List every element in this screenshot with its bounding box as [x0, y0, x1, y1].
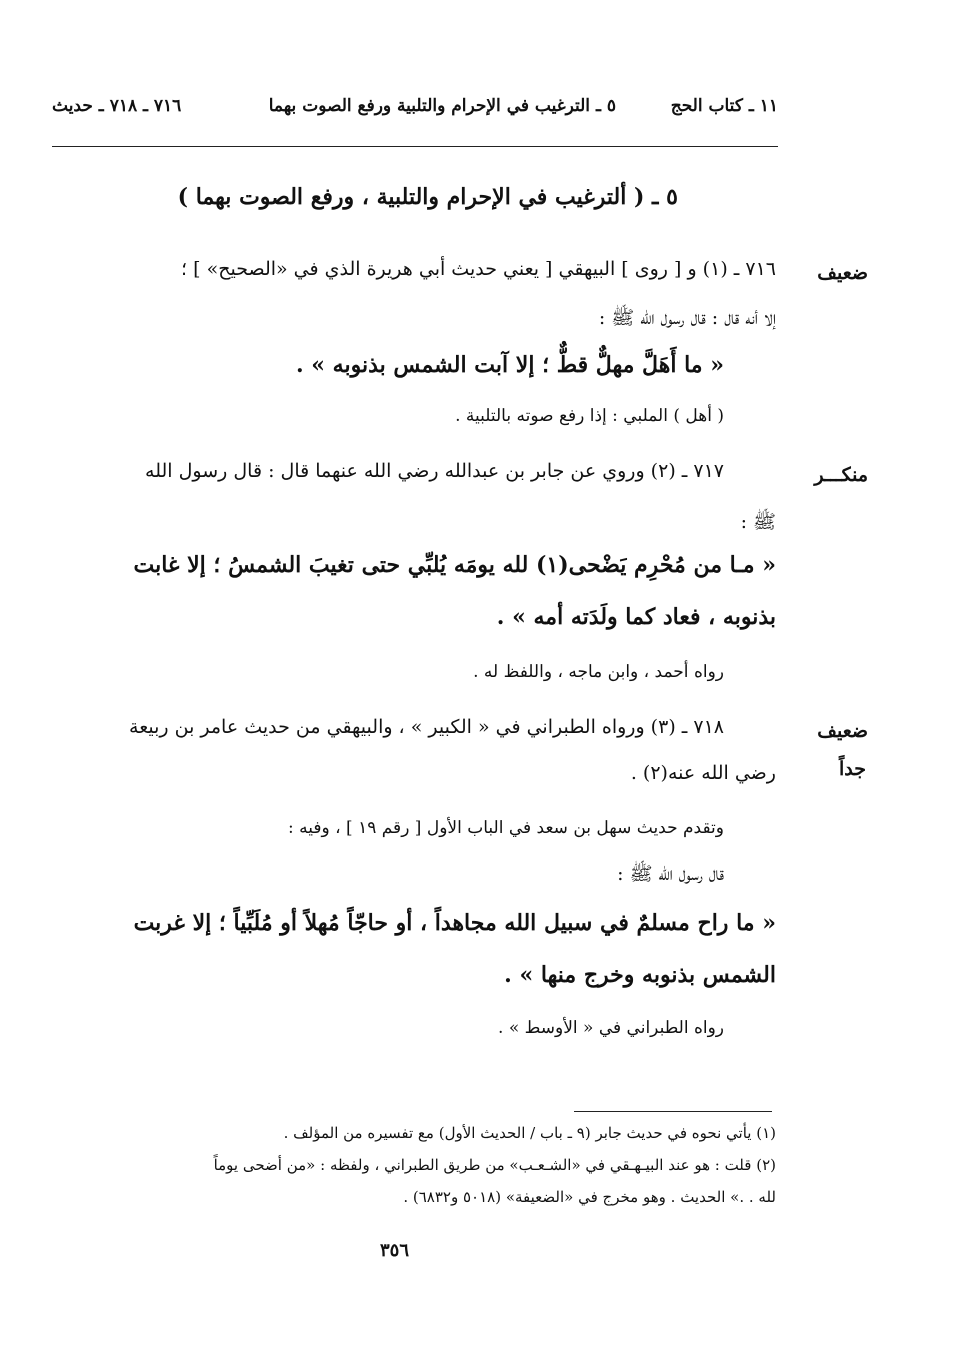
- footnote-1: (١) يأتي نحوه في حديث جابر (٩ ـ باب / الحديث الأول) مع تفسيره من المؤلف .: [283, 1124, 776, 1142]
- hadith-718-text-1: « ما راح مسلمٌ في سبيل الله مجاهداً ، أو حاجّاً مُهلاً أو مُلَبِّياً ؛ إلا غربت: [133, 910, 776, 936]
- hadith-718-line-2: رضي الله عنه(٢) .: [630, 762, 776, 784]
- hadith-718-text-2: الشمس بذنوبه وخرج منها » .: [504, 962, 776, 988]
- header-section: ٥ ـ الترغيب في الإحرام والتلبية ورفع الصوت بهما: [268, 96, 616, 116]
- hadith-718-line-3: وتقدم حديث سهل بن سعد في الباب الأول [ رقم ١٩ ] ، وفيه :: [288, 818, 724, 838]
- hadith-717-line-2: ﷺ :: [740, 511, 776, 533]
- hadith-716-line-1: ٧١٦ ـ (١) و [ روى ] البيهقي [ يعني حديث أبي هريرة الذي في «الصحيح» ] ؛: [181, 258, 776, 280]
- hadith-718-source: رواه الطبراني في « الأوسط » .: [498, 1018, 724, 1038]
- hadith-718-line-4: قال رسول الله ﷺ :: [617, 863, 724, 885]
- hadith-717-line-1: ٧١٧ ـ (٢) وروي عن جابر بن عبدالله رضي الله عنهما قال : قال رسول الله: [145, 460, 724, 482]
- footnote-2-line-1: (٢) قلت : هو عند البيـهـقي في «الشـعـب» من طريق الطبراني ، ولفظه : «من أضحى يوماً: [213, 1156, 776, 1174]
- header-chapter: ١١ ـ كتاب الحج: [670, 96, 778, 116]
- hadith-716-note: ( أهل ) الملبي : إذا رفع صوته بالتلبية .: [455, 406, 724, 426]
- hadith-716-line-2: إلا أنه قال : قال رسول الله ﷺ :: [598, 307, 776, 329]
- footnote-2-line-2: لله . .» الحديث . وهو مخرج في «الضعيفة» (٥٠١٨ و٦٨٣٢) .: [403, 1188, 776, 1206]
- grade-718-line-1: ضعيف: [817, 720, 868, 742]
- page-number: ٣٥٦: [380, 1240, 410, 1261]
- header-range: ٧١٦ ـ ٧١٨ ـ حديث: [52, 96, 182, 116]
- hadith-718-line-1: ٧١٨ ـ (٣) ورواه الطبراني في « الكبير » ، والبيهقي من حديث عامر بن ربيعة: [129, 716, 724, 738]
- hadith-717-source: رواه أحمد ، وابن ماجه ، واللفظ له .: [473, 662, 724, 682]
- section-title: ٥ ـ ( ألترغيب في الإحرام والتلبية ، ورفع الصوت بهما ): [177, 184, 678, 210]
- hadith-717-text-1: « مـا من مُحْرِم يَضْحى(١) لله يومَه يُلبِّي حتى تغيبَ الشمسُ ؛ إلا غابت: [133, 552, 776, 578]
- grade-717: منكـــر: [814, 464, 868, 486]
- grade-718-line-2: جداً: [839, 758, 866, 780]
- footnote-divider: [574, 1111, 772, 1112]
- hadith-716-text: « ما أَهَلَّ مهلٌّ قطٌّ ؛ إلا آبت الشمس بذنوبه » .: [295, 352, 724, 378]
- header-divider: [52, 146, 778, 147]
- hadith-717-text-2: بذنوبه ، فعاد كما ولَدَته أمه » .: [496, 604, 776, 630]
- grade-716: ضعيف: [817, 262, 868, 284]
